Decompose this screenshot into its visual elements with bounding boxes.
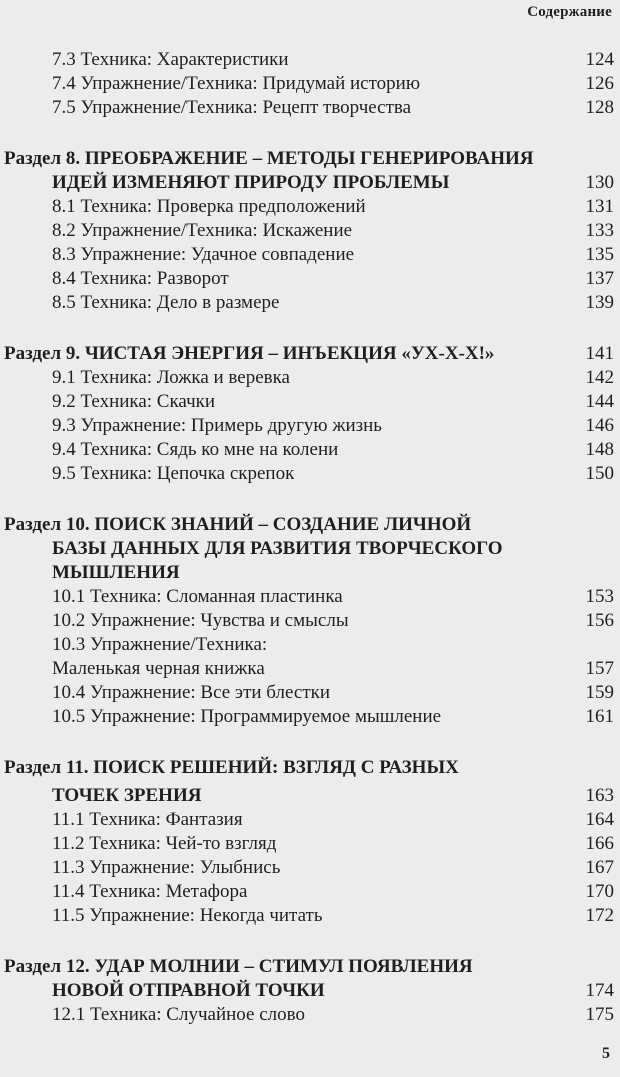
entry-title: 11.2 Техника: Чей-то взгляд (52, 833, 277, 854)
entry-page: 137 (585, 268, 614, 289)
toc-entry (0, 438, 620, 462)
toc-entry (0, 72, 620, 96)
entry-title: 9.2 Техника: Скачки (52, 391, 216, 412)
entry-title: 8.5 Техника: Дело в размере (52, 292, 280, 313)
section-heading: БАЗЫ ДАННЫХ ДЛЯ РАЗВИТИЯ ТВОРЧЕСКОГО (52, 538, 503, 559)
entry-page: 175 (585, 1004, 614, 1025)
section-page: 174 (585, 980, 614, 1001)
entry-page: 128 (585, 97, 614, 118)
toc-entry (0, 633, 620, 657)
entry-title: 9.5 Техника: Цепочка скрепок (52, 463, 295, 484)
toc-entry (0, 414, 620, 438)
entry-title: 10.4 Упражнение: Все эти блестки (52, 682, 331, 703)
section-12 (0, 955, 620, 1027)
entry-title: Маленькая черная книжка (52, 658, 265, 679)
entry-title: 7.4 Упражнение/Техника: Придумай историю (52, 73, 421, 94)
entry-title: 8.3 Упражнение: Удачное совпадение (52, 244, 355, 265)
entry-title: 10.5 Упражнение: Программируемое мышление (52, 706, 442, 727)
section-page: 141 (585, 343, 614, 364)
section-11 (0, 756, 620, 928)
toc-entry (0, 96, 620, 120)
toc-entry (0, 856, 620, 880)
section-10 (0, 513, 620, 729)
entry-title: 10.1 Техника: Сломанная пластинка (52, 586, 343, 607)
entry-page: 161 (585, 706, 614, 727)
entry-page: 135 (585, 244, 614, 265)
entry-page: 133 (585, 220, 614, 241)
entry-page: 139 (585, 292, 614, 313)
toc-entry (0, 195, 620, 219)
entry-page: 148 (585, 439, 614, 460)
entry-page: 131 (585, 196, 614, 217)
section-7-continuation (0, 48, 620, 120)
entry-title: 9.1 Техника: Ложка и веревка (52, 367, 290, 388)
section-heading: Раздел 9. ЧИСТАЯ ЭНЕРГИЯ – ИНЪЕКЦИЯ «УХ-Х-Х!» 141 (4, 343, 614, 364)
toc-entry (0, 609, 620, 633)
entry-page: 164 (585, 809, 614, 830)
entry-page: 167 (585, 857, 614, 878)
entry-page: 170 (585, 881, 614, 902)
entry-title: 9.3 Упражнение: Примерь другую жизнь (52, 415, 382, 436)
toc-entry (0, 390, 620, 414)
section-page: 163 (585, 785, 614, 806)
entry-title: 11.5 Упражнение: Некогда читать (52, 905, 323, 926)
entry-page: 124 (585, 49, 614, 70)
page-number: 5 (602, 1045, 610, 1062)
toc-entry (0, 48, 620, 72)
section-8 (0, 147, 620, 315)
toc-entry-continuation (0, 657, 620, 681)
section-heading: Раздел 10. ПОИСК ЗНАНИЙ – СОЗДАНИЕ ЛИЧНОЙ (4, 514, 472, 535)
entry-title: 8.4 Техника: Разворот (52, 268, 229, 289)
toc-entry (0, 705, 620, 729)
entry-page: 153 (585, 586, 614, 607)
section-heading: НОВОЙ ОТПРАВНОЙ ТОЧКИ 174 (52, 980, 614, 1001)
section-heading: Раздел 11. ПОИСК РЕШЕНИЙ: ВЗГЛЯД С РАЗНЫХ (4, 757, 459, 778)
entry-title: 10.2 Упражнение: Чувства и смыслы (52, 610, 349, 631)
toc-entry (0, 681, 620, 705)
toc-entry (0, 1003, 620, 1027)
section-heading: Раздел 8. ПРЕОБРАЖЕНИЕ – МЕТОДЫ ГЕНЕРИРОВАНИЯ (4, 148, 534, 169)
entry-page: 142 (585, 367, 614, 388)
section-heading: ТОЧЕК ЗРЕНИЯ 163 (52, 785, 614, 806)
entry-title: 12.1 Техника: Случайное слово (52, 1004, 305, 1025)
section-heading: Раздел 12. УДАР МОЛНИИ – СТИМУЛ ПОЯВЛЕНИЯ (4, 956, 473, 977)
toc-entry (0, 267, 620, 291)
entry-title: 9.4 Техника: Сядь ко мне на колени (52, 439, 339, 460)
entry-page: 156 (585, 610, 614, 631)
running-title: Содержание (527, 4, 612, 20)
toc-entry (0, 291, 620, 315)
entry-page: 166 (585, 833, 614, 854)
section-page: 130 (585, 172, 614, 193)
entry-page: 150 (585, 463, 614, 484)
table-of-contents (0, 48, 620, 1027)
toc-entry (0, 832, 620, 856)
entry-title: 11.1 Техника: Фантазия (52, 809, 243, 830)
toc-entry (0, 880, 620, 904)
entry-title: 10.3 Упражнение/Техника: (52, 634, 268, 655)
toc-entry (0, 904, 620, 928)
section-9 (0, 342, 620, 486)
entry-title: 7.3 Техника: Характеристики (52, 49, 289, 70)
toc-entry (0, 219, 620, 243)
entry-page: 126 (585, 73, 614, 94)
entry-title: 11.4 Техника: Метафора (52, 881, 248, 902)
entry-title: 11.3 Упражнение: Улыбнись (52, 857, 281, 878)
toc-entry (0, 585, 620, 609)
toc-entry (0, 243, 620, 267)
toc-entry (0, 808, 620, 832)
entry-page: 159 (585, 682, 614, 703)
entry-title: 8.1 Техника: Проверка предположений (52, 196, 366, 217)
toc-entry (0, 366, 620, 390)
entry-title: 8.2 Упражнение/Техника: Искажение (52, 220, 353, 241)
entry-page: 144 (585, 391, 614, 412)
entry-page: 172 (585, 905, 614, 926)
toc-entry (0, 462, 620, 486)
section-heading: МЫШЛЕНИЯ (52, 562, 180, 583)
entry-page: 157 (585, 658, 614, 679)
section-heading: ИДЕЙ ИЗМЕНЯЮТ ПРИРОДУ ПРОБЛЕМЫ 130 (52, 172, 614, 193)
entry-page: 146 (585, 415, 614, 436)
entry-title: 7.5 Упражнение/Техника: Рецепт творчества (52, 97, 412, 118)
